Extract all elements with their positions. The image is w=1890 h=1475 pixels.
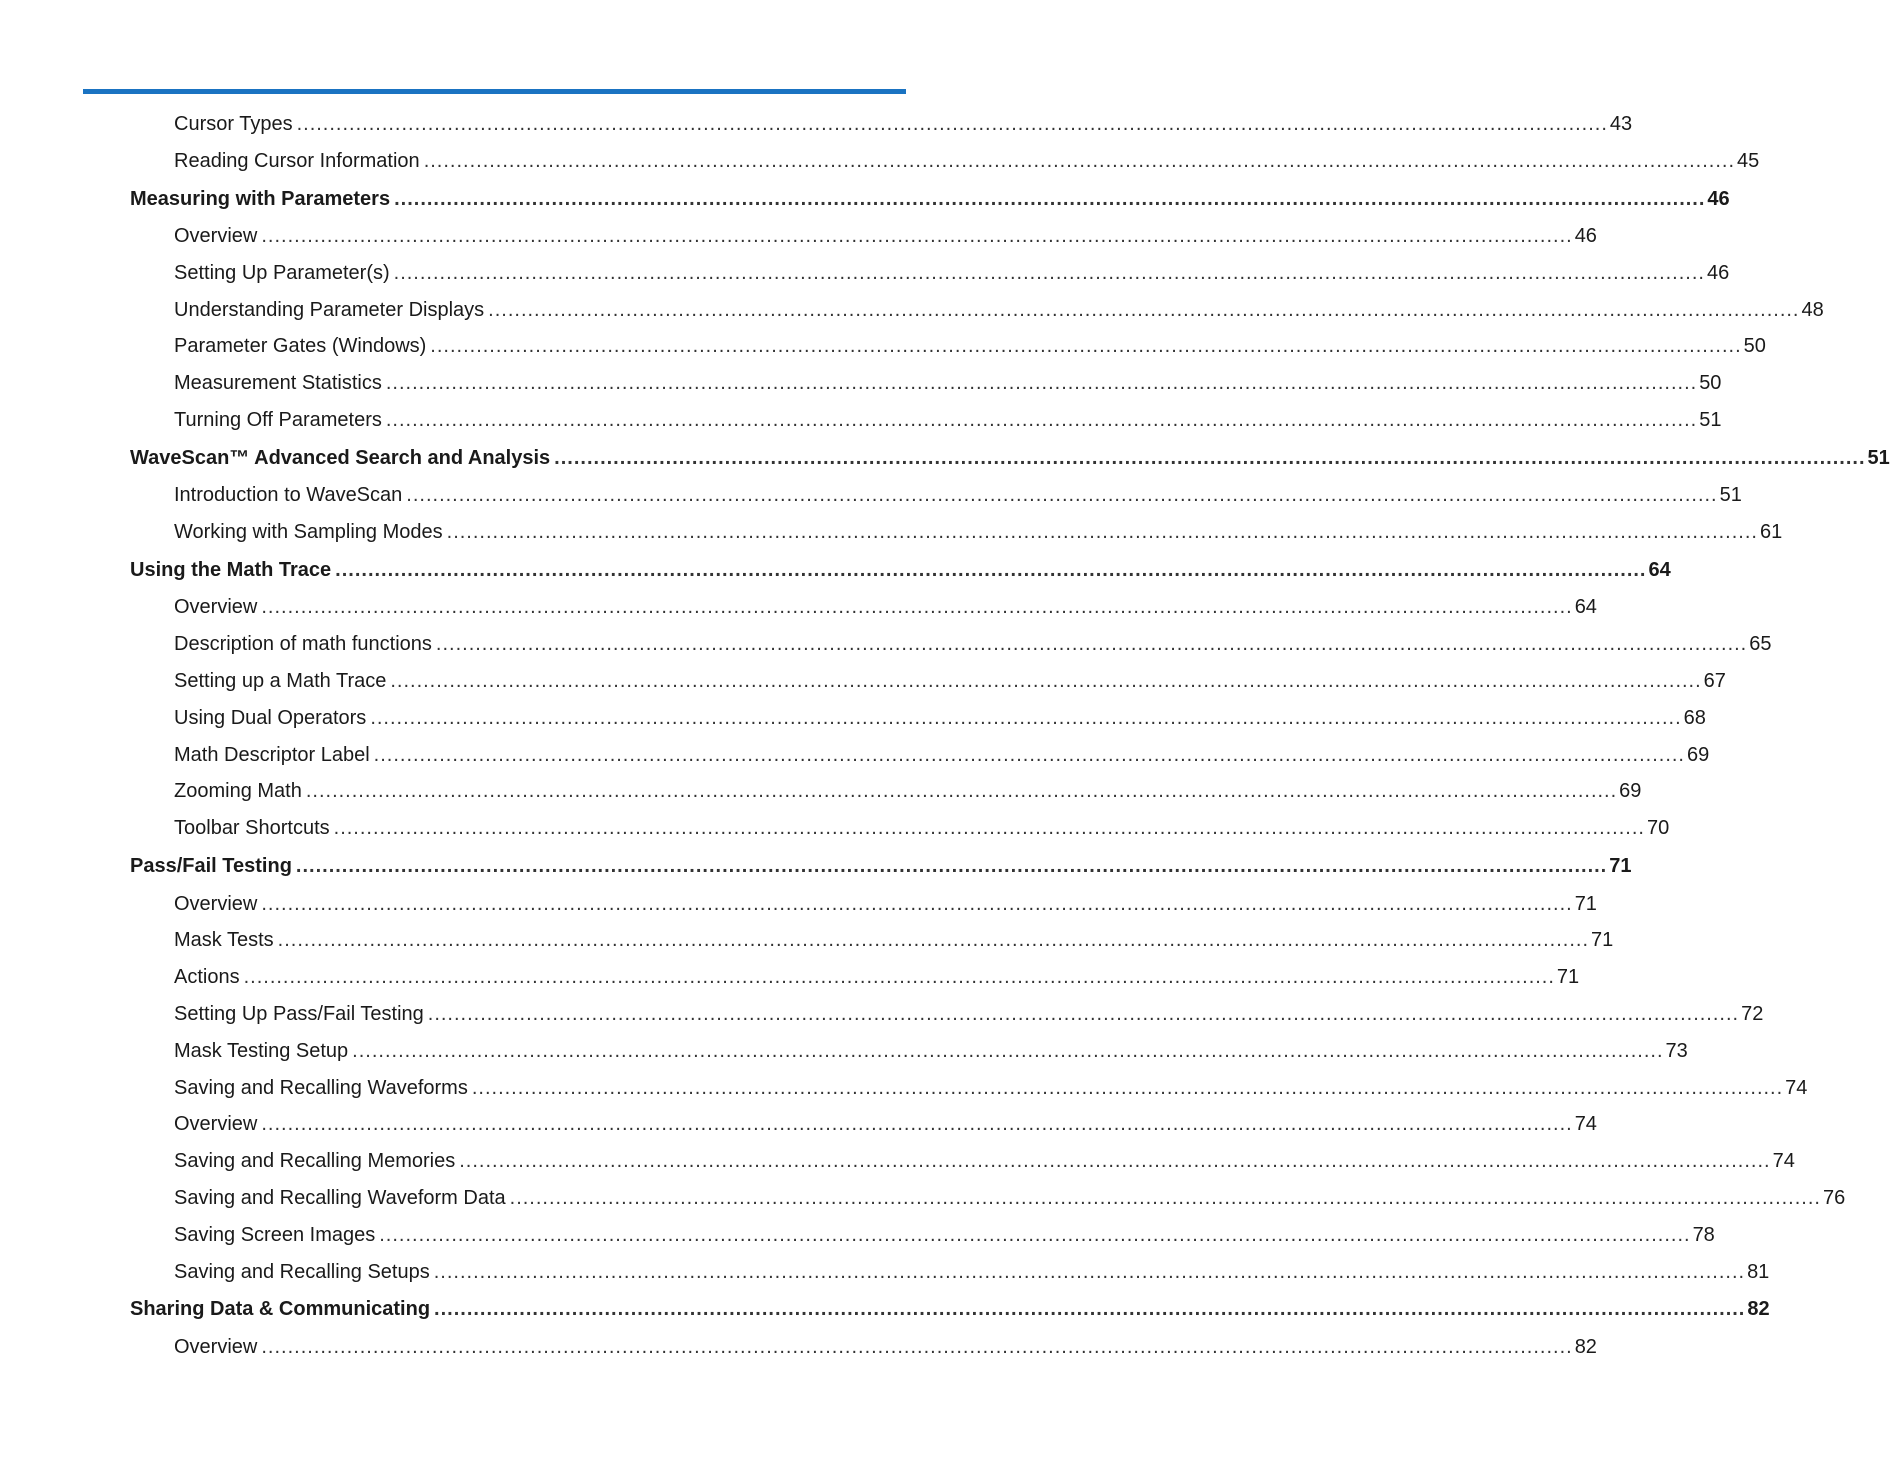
toc-entry[interactable] — [130, 1254, 1770, 1291]
toc-page-number: 81 — [1747, 1260, 1770, 1283]
toc-dot-leader: ........................................................................................................................................................................................................ — [385, 409, 1698, 432]
toc-page-number: 73 — [1665, 1039, 1688, 1062]
toc-page-number: 78 — [1692, 1223, 1715, 1246]
toc-dot-leader: ........................................................................................................................................................................................................ — [423, 149, 1736, 172]
toc-entry[interactable] — [130, 773, 1642, 810]
toc-entry-title: Saving and Recalling Setups — [174, 1260, 430, 1283]
toc-page-number: 74 — [1785, 1076, 1808, 1099]
toc-page-number: 65 — [1749, 633, 1772, 656]
toc-page-number: 50 — [1699, 372, 1722, 395]
toc-dot-leader: ........................................................................................................................................................................................................ — [261, 1113, 1573, 1136]
toc-section-heading[interactable] — [130, 180, 1730, 219]
toc-page-number: 82 — [1574, 1335, 1597, 1358]
toc-dot-leader: ........................................................................................................................................................................................................ — [385, 372, 1698, 395]
toc-page-number: 48 — [1801, 298, 1824, 321]
toc-entry[interactable] — [130, 626, 1772, 663]
toc-entry[interactable] — [130, 402, 1722, 439]
toc-page-number: 51 — [1867, 446, 1890, 469]
toc-dot-leader: ........................................................................................................................................................................................................ — [394, 187, 1706, 210]
toc-entry-title: Actions — [174, 966, 240, 989]
toc-entry-title: Using Dual Operators — [174, 706, 367, 729]
toc-dot-leader: ........................................................................................................................................................................................................ — [296, 113, 1608, 135]
toc-entry-title: Setting up a Math Trace — [174, 670, 387, 693]
toc-entry-title: Mask Testing Setup — [174, 1039, 349, 1062]
toc-dot-leader: ........................................................................................................................................................................................................ — [243, 966, 1555, 989]
toc-entry[interactable] — [130, 255, 1730, 292]
toc-page-number: 74 — [1574, 1113, 1597, 1136]
toc-page-number: 51 — [1719, 484, 1742, 507]
toc-entry-title: Overview — [174, 892, 258, 915]
toc-entry[interactable] — [130, 1033, 1688, 1070]
toc-entry-title: Mask Tests — [174, 929, 274, 952]
toc-entry-title: Measurement Statistics — [174, 372, 382, 395]
toc-dot-leader: ........................................................................................................................................................................................................ — [261, 892, 1573, 915]
toc-page-number: 43 — [1609, 113, 1633, 135]
toc-entry-title: Cursor Types — [174, 113, 293, 135]
toc-page-number: 72 — [1741, 1002, 1764, 1025]
toc-entry-title: Math Descriptor Label — [174, 743, 370, 766]
toc-entry-title: Toolbar Shortcuts — [174, 817, 330, 840]
toc-page-number: 71 — [1556, 966, 1580, 989]
toc-page-number: 45 — [1737, 149, 1760, 172]
toc-entry-title: Setting Up Parameter(s) — [174, 261, 390, 284]
toc-entry[interactable] — [130, 1106, 1597, 1143]
toc-dot-leader: ........................................................................................................................................................................................................ — [433, 1260, 1746, 1283]
toc-entry-title: Turning Off Parameters — [174, 409, 382, 432]
toc-entry-title: Sharing Data & Communicating — [130, 1298, 431, 1321]
toc-page-number: 67 — [1703, 670, 1726, 693]
toc-section-heading[interactable] — [130, 439, 1890, 478]
toc-section-heading[interactable] — [130, 1290, 1770, 1329]
toc-entry-title: Zooming Math — [174, 780, 302, 803]
toc-page-number: 74 — [1772, 1150, 1795, 1173]
toc-page-number: 46 — [1707, 187, 1730, 210]
toc-dot-leader: ........................................................................................................................................................................................................ — [370, 706, 1682, 729]
toc-entry[interactable] — [130, 922, 1614, 959]
toc-page-number: 71 — [1609, 855, 1632, 878]
toc-dot-leader: ........................................................................................................................................................................................................ — [393, 261, 1705, 284]
toc-entry[interactable] — [130, 143, 1760, 180]
toc-entry-title: Saving and Recalling Memories — [174, 1150, 456, 1173]
toc-entry-title: Using the Math Trace — [130, 558, 332, 581]
toc-dot-leader: ........................................................................................................................................................................................................ — [261, 1335, 1573, 1358]
toc-dot-leader: ........................................................................................................................................................................................................ — [488, 298, 1800, 321]
toc-dot-leader: ........................................................................................................................................................................................................ — [471, 1076, 1784, 1099]
toc-section-heading[interactable] — [130, 551, 1671, 590]
table-of-contents — [130, 106, 1890, 1366]
toc-entry[interactable] — [130, 810, 1670, 847]
toc-dot-leader: ........................................................................................................................................................................................................ — [305, 780, 1618, 803]
toc-entry[interactable] — [130, 514, 1783, 551]
toc-dot-leader: ........................................................................................................................................................................................................ — [434, 1298, 1746, 1321]
toc-page-number: 70 — [1646, 817, 1670, 840]
toc-dot-leader: ........................................................................................................................................................................................................ — [335, 558, 1647, 581]
toc-dot-leader: ........................................................................................................................................................................................................ — [295, 855, 1608, 878]
toc-page-number: 51 — [1699, 409, 1722, 432]
toc-page-number: 64 — [1648, 558, 1671, 581]
toc-dot-leader: ........................................................................................................................................................................................................ — [352, 1039, 1664, 1062]
toc-dot-leader: ........................................................................................................................................................................................................ — [373, 743, 1685, 766]
toc-entry-title: Saving and Recalling Waveform Data — [174, 1186, 506, 1209]
toc-page-number: 61 — [1759, 521, 1783, 544]
toc-page-number: 69 — [1619, 780, 1642, 803]
toc-page-number: 46 — [1574, 225, 1597, 248]
toc-entry-title: Working with Sampling Modes — [174, 521, 443, 544]
toc-dot-leader: ........................................................................................................................................................................................................ — [261, 225, 1573, 248]
toc-entry[interactable] — [130, 959, 1580, 996]
toc-entry[interactable] — [130, 477, 1742, 514]
toc-entry-title: Saving and Recalling Waveforms — [174, 1076, 468, 1099]
toc-entry-title: WaveScan™ Advanced Search and Analysis — [130, 446, 551, 469]
toc-entry-title: Overview — [174, 596, 258, 619]
toc-entry-title: Description of math functions — [174, 633, 432, 656]
toc-page-number: 68 — [1683, 706, 1706, 729]
toc-entry-title: Parameter Gates (Windows) — [174, 335, 427, 358]
toc-entry-title: Saving Screen Images — [174, 1223, 376, 1246]
toc-dot-leader: ........................................................................................................................................................................................................ — [430, 335, 1742, 358]
toc-entry[interactable] — [130, 996, 1764, 1033]
toc-dot-leader: ........................................................................................................................................................................................................ — [390, 670, 1702, 693]
toc-page-number: 64 — [1574, 596, 1597, 619]
toc-page-number: 50 — [1743, 335, 1766, 358]
toc-entry[interactable] — [130, 1070, 1808, 1107]
toc-dot-leader: ........................................................................................................................................................................................................ — [277, 929, 1589, 952]
toc-entry-title: Pass/Fail Testing — [130, 855, 292, 878]
toc-dot-leader: ........................................................................................................................................................................................................ — [261, 596, 1573, 619]
toc-entry[interactable] — [130, 106, 1633, 143]
toc-dot-leader: ........................................................................................................................................................................................................ — [446, 521, 1758, 544]
toc-dot-leader: ........................................................................................................................................................................................................ — [427, 1002, 1740, 1025]
header-rule — [83, 89, 906, 94]
toc-page-number: 46 — [1706, 261, 1730, 284]
toc-entry-title: Measuring with Parameters — [130, 187, 391, 210]
toc-dot-leader: ........................................................................................................................................................................................................ — [509, 1186, 1821, 1209]
toc-entry[interactable] — [130, 700, 1706, 737]
toc-dot-leader: ........................................................................................................................................................................................................ — [459, 1150, 1771, 1173]
toc-entry-title: Overview — [174, 1335, 258, 1358]
toc-entry-title: Understanding Parameter Displays — [174, 298, 485, 321]
toc-entry[interactable] — [130, 589, 1597, 626]
toc-page-number: 69 — [1686, 743, 1710, 766]
toc-section-heading[interactable] — [130, 847, 1632, 886]
toc-dot-leader: ........................................................................................................................................................................................................ — [333, 817, 1645, 840]
toc-entry[interactable] — [130, 292, 1824, 329]
toc-entry[interactable] — [130, 1329, 1597, 1366]
toc-entry[interactable] — [130, 663, 1726, 700]
toc-dot-leader: ........................................................................................................................................................................................................ — [406, 484, 1718, 507]
toc-entry-title: Overview — [174, 225, 258, 248]
toc-entry[interactable] — [130, 328, 1766, 365]
toc-entry-title: Overview — [174, 1113, 258, 1136]
toc-dot-leader: ........................................................................................................................................................................................................ — [435, 633, 1748, 656]
toc-entry[interactable] — [130, 1143, 1795, 1180]
toc-dot-leader: ........................................................................................................................................................................................................ — [379, 1223, 1691, 1246]
toc-entry[interactable] — [130, 218, 1597, 255]
toc-entry[interactable] — [130, 365, 1722, 402]
toc-entry[interactable] — [130, 886, 1597, 923]
toc-page-number: 82 — [1747, 1298, 1770, 1321]
toc-page-number: 76 — [1822, 1186, 1846, 1209]
toc-entry-title: Introduction to WaveScan — [174, 484, 403, 507]
toc-entry-title: Setting Up Pass/Fail Testing — [174, 1002, 424, 1025]
toc-dot-leader: ........................................................................................................................................................................................................ — [554, 446, 1866, 469]
toc-page-number: 71 — [1574, 892, 1597, 915]
toc-entry[interactable] — [130, 737, 1710, 774]
toc-page-number: 71 — [1591, 929, 1614, 952]
toc-entry[interactable] — [130, 1217, 1715, 1254]
toc-entry[interactable] — [130, 1180, 1846, 1217]
toc-entry-title: Reading Cursor Information — [174, 149, 420, 172]
